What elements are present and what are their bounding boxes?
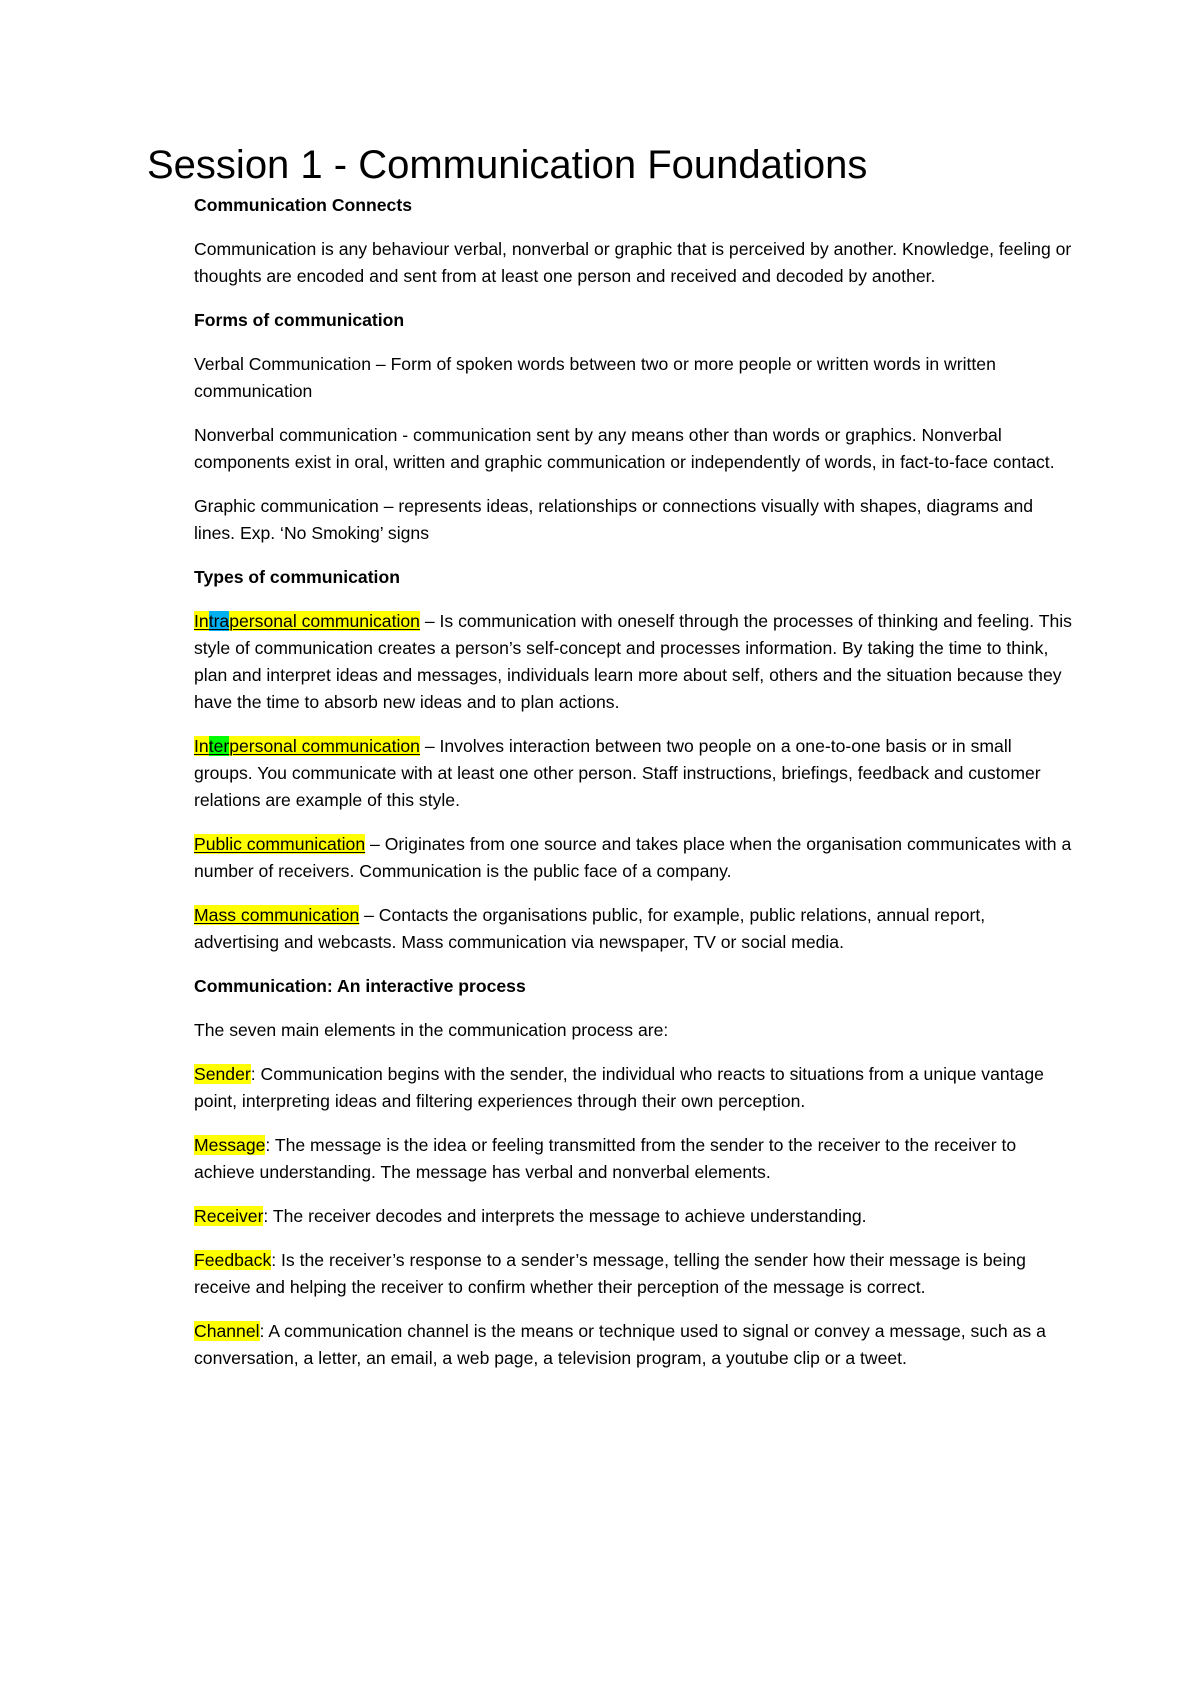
heading-interactive-process: Communication: An interactive process bbox=[194, 976, 526, 996]
term-intrapersonal bbox=[194, 611, 420, 631]
heading-communication-connects: Communication Connects bbox=[194, 195, 412, 215]
paragraph-sender bbox=[194, 1061, 1074, 1115]
term-public: Public communication bbox=[194, 834, 366, 854]
paragraph-communication-definition: Communication is any behaviour verbal, nonverbal or graphic that is perceived by another. Knowledge, feeling or thoughts are encoded and sent from at least one person and received and decoded by another. bbox=[194, 239, 1072, 286]
paragraph-public bbox=[194, 831, 1074, 885]
paragraph-nonverbal-communication: Nonverbal communication - communication sent by any means other than words or graphics. Nonverbal components exist in oral, written and graphic communication or independently of words, in fact-to-face contact. bbox=[194, 425, 1055, 472]
text-feedback: : Is the receiver’s response to a sender’s message, telling the sender how their message is being receive and helping the receiver to confirm whether their perception of the message is correct. bbox=[194, 1250, 1026, 1297]
document-title: Session 1 - Communication Foundations bbox=[147, 143, 868, 187]
paragraph-mass bbox=[194, 902, 1074, 956]
paragraph-message bbox=[194, 1132, 1074, 1186]
heading-types-of-communication: Types of communication bbox=[194, 567, 400, 587]
term-interpersonal-suffix: personal communication bbox=[229, 736, 420, 756]
term-intrapersonal-mark: tra bbox=[208, 611, 230, 631]
text-public: – Originates from one source and takes place when the organisation communicates with a number of receivers. Communication is the public face of a company. bbox=[194, 834, 1072, 881]
text-interpersonal: – Involves interaction between two people on a one-to-one basis or in small groups. You communicate with at least one other person. Staff instructions, briefings, feedback and customer relations are example of this style. bbox=[194, 736, 1041, 810]
paragraph-process-intro: The seven main elements in the communication process are: bbox=[194, 1020, 669, 1040]
paragraph-channel bbox=[194, 1318, 1074, 1372]
term-interpersonal-mark: ter bbox=[208, 736, 230, 756]
term-receiver: Receiver bbox=[194, 1206, 264, 1226]
term-interpersonal-prefix: In bbox=[194, 736, 209, 756]
text-message: : The message is the idea or feeling transmitted from the sender to the receiver to the receiver to achieve understanding. The message has verbal and nonverbal elements. bbox=[194, 1135, 1017, 1182]
paragraph-feedback bbox=[194, 1247, 1074, 1301]
text-sender: : Communication begins with the sender, the individual who reacts to situations from a unique vantage point, interpreting ideas and filtering experiences through their own perception. bbox=[194, 1064, 1044, 1111]
paragraph-graphic-communication: Graphic communication – represents ideas, relationships or connections visually with shapes, diagrams and lines. Exp. ‘No Smoking’ signs bbox=[194, 496, 1034, 543]
term-mass: Mass communication bbox=[194, 905, 360, 925]
term-intrapersonal-suffix: personal communication bbox=[229, 611, 420, 631]
paragraph-verbal-communication: Verbal Communication – Form of spoken words between two or more people or written words in written communication bbox=[194, 354, 996, 401]
term-message: Message bbox=[194, 1135, 266, 1155]
heading-forms-of-communication: Forms of communication bbox=[194, 310, 405, 330]
paragraph-intrapersonal bbox=[194, 608, 1074, 716]
text-receiver: : The receiver decodes and interprets the message to achieve understanding. bbox=[263, 1206, 867, 1226]
term-feedback: Feedback bbox=[194, 1250, 272, 1270]
text-channel: : A communication channel is the means or technique used to signal or convey a message, such as a conversation, a letter, an email, a web page, a television program, a youtube clip or a tweet. bbox=[194, 1321, 1046, 1368]
term-channel: Channel bbox=[194, 1321, 260, 1341]
term-interpersonal bbox=[194, 736, 420, 756]
text-mass: – Contacts the organisations public, for example, public relations, annual report, advertising and webcasts. Mass communication via newspaper, TV or social media. bbox=[194, 905, 986, 952]
document-body bbox=[194, 192, 1074, 1389]
paragraph-receiver bbox=[194, 1203, 1074, 1230]
paragraph-interpersonal bbox=[194, 733, 1074, 814]
text-intrapersonal: – Is communication with oneself through the processes of thinking and feeling. This style of communication creates a person’s self-concept and processes information. By taking the time to think, plan and interpret ideas and messages, individuals learn more about self, others and the situation because they have the time to absorb new ideas and to plan actions. bbox=[194, 611, 1072, 712]
term-sender: Sender bbox=[194, 1064, 251, 1084]
term-intrapersonal-prefix: In bbox=[194, 611, 209, 631]
